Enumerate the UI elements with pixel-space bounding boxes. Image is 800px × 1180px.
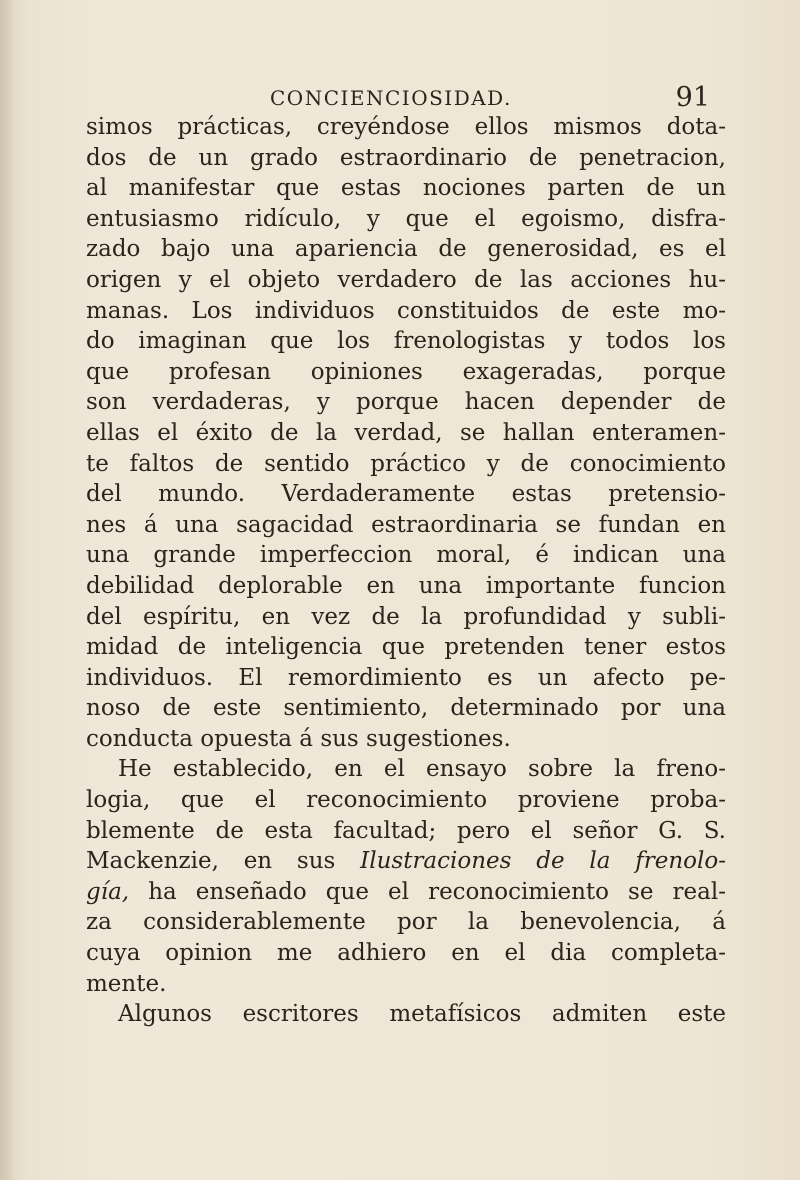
book-title-part-2: gía, <box>86 878 130 905</box>
text-line: noso de este sentimiento, determinado por una <box>86 695 726 722</box>
text-line: zado bajo una apariencia de generosidad, es el <box>86 236 726 263</box>
text-line: te faltos de sentido práctico y de conocimiento <box>86 450 726 477</box>
text-line: logia, que el reconocimiento proviene proba- <box>86 787 726 814</box>
text-line-paragraph-start: Algunos escritores metafísicos admiten este <box>118 1001 726 1028</box>
text-line: debilidad deplorable en una importante funcion <box>86 572 726 599</box>
book-title-part-1: Ilustraciones de la frenolo- <box>360 848 726 875</box>
text-line: do imaginan que los frenologistas y todos los <box>86 328 726 355</box>
text-line: del espíritu, en vez de la profundidad y subli- <box>86 603 726 630</box>
page-number: 91 <box>675 82 710 113</box>
text-line: del mundo. Verdaderamente estas pretensio- <box>86 481 726 508</box>
text-fragment: ha enseñado que el reconocimiento se real- <box>148 878 726 905</box>
text-line: blemente de esta facultad; pero el señor G. S. <box>86 817 726 844</box>
text-line: son verdaderas, y porque hacen depender de <box>86 389 726 416</box>
text-line: una grande imperfeccion moral, é indican una <box>86 542 726 569</box>
text-line-with-book-title <box>86 846 726 877</box>
text-line: individuos. El remordimiento es un afecto pe- <box>86 664 726 691</box>
text-line-with-book-title <box>86 877 726 908</box>
text-line: dos de un grado estraordinario de penetracion, <box>86 144 726 171</box>
text-line: nes á una sagacidad estraordinaria se fundan en <box>86 511 726 538</box>
page-gutter-shadow <box>0 0 14 1180</box>
text-line: origen y el objeto verdadero de las acciones hu- <box>86 266 726 293</box>
text-line-paragraph-end: conducta opuesta á sus sugestiones. <box>86 725 511 752</box>
text-line: manas. Los individuos constituidos de este mo- <box>86 297 726 324</box>
running-title: CONCIENCIOSIDAD. <box>270 86 512 110</box>
text-line: za considerablemente por la benevolencia, á <box>86 909 726 936</box>
text-line: simos prácticas, creyéndose ellos mismos dota- <box>86 114 726 140</box>
text-line: al manifestar que estas nociones parten de un <box>86 175 726 202</box>
text-line: entusiasmo ridículo, y que el egoismo, disfra- <box>86 205 726 232</box>
text-line: ellas el éxito de la verdad, se hallan enteramen- <box>86 419 726 446</box>
text-line: cuya opinion me adhiero en el dia completa- <box>86 940 726 967</box>
text-line-paragraph-end: mente. <box>86 970 167 997</box>
text-line: midad de inteligencia que pretenden tener estos <box>86 634 726 661</box>
text-fragment: Mackenzie, en sus <box>86 848 336 875</box>
body-text <box>86 112 726 1030</box>
text-line-paragraph-start: He establecido, en el ensayo sobre la freno- <box>118 756 726 783</box>
text-line: que profesan opiniones exageradas, porque <box>86 358 726 385</box>
